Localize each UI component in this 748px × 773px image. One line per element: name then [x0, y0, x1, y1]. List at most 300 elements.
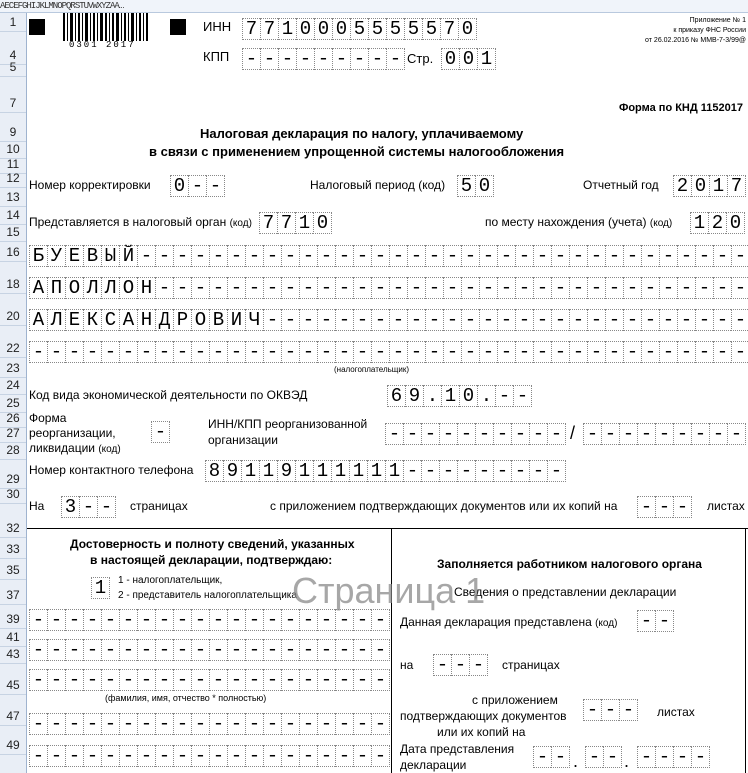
char-cell: Ы — [101, 245, 119, 267]
char-cell: - — [673, 423, 691, 445]
okved-label: Код вида экономической деятельности по ОКВЭД — [29, 388, 308, 402]
char-cell: - — [151, 421, 170, 443]
char-cell: - — [461, 341, 479, 363]
char-cell: - — [47, 713, 65, 735]
char-cell: 1 — [367, 460, 385, 482]
char-cell: - — [263, 713, 281, 735]
char-cell: - — [731, 277, 748, 299]
char-cell: - — [479, 341, 497, 363]
char-cell: - — [65, 341, 83, 363]
char-cell: - — [101, 669, 119, 691]
char-cell: - — [713, 341, 731, 363]
row-number[interactable]: 24 — [6, 378, 20, 392]
char-cell: 0 — [459, 48, 477, 70]
office-date-year[interactable] — [637, 746, 710, 768]
char-cell: - — [299, 745, 317, 767]
char-cell: - — [497, 245, 515, 267]
row-number[interactable]: 47 — [6, 709, 20, 723]
page-number-cells[interactable] — [441, 48, 496, 70]
office-date-1: Дата представления — [400, 742, 515, 756]
char-cell: - — [227, 713, 245, 735]
char-cell: 1 — [241, 460, 259, 482]
char-cell: - — [137, 639, 155, 661]
char-cell: - — [317, 277, 335, 299]
char-cell: - — [281, 309, 299, 331]
char-cell: - — [263, 245, 281, 267]
char-cell: - — [677, 245, 695, 267]
fio-caption: (фамилия, имя, отчество * полностью) — [105, 693, 267, 703]
char-cell: 7 — [259, 212, 277, 234]
char-cell: - — [299, 277, 317, 299]
char-cell: - — [263, 277, 281, 299]
char-cell: - — [209, 745, 227, 767]
char-cell: 0 — [726, 212, 745, 234]
char-cell: - — [677, 277, 695, 299]
row-separator — [0, 558, 26, 559]
row-separator — [0, 579, 26, 580]
authority-label-text: Представляется в налоговый орган — [29, 215, 227, 229]
char-cell: 1 — [690, 212, 708, 234]
row-number[interactable]: 12 — [6, 171, 20, 185]
char-cell: 0 — [475, 175, 494, 197]
barcode-number: 0301 2017 — [69, 40, 136, 50]
page-watermark: Страница 1 — [292, 570, 486, 611]
char-cell: - — [317, 309, 335, 331]
char-cell: - — [713, 277, 731, 299]
phone-cells[interactable] — [205, 460, 566, 482]
char-cell: - — [479, 309, 497, 331]
char-cell: - — [317, 341, 335, 363]
representative-line-1[interactable] — [29, 713, 390, 735]
char-cell: 1 — [295, 212, 313, 234]
char-cell: О — [191, 309, 209, 331]
char-cell: - — [371, 669, 390, 691]
phone-label: Номер контактного телефона — [29, 463, 194, 477]
char-cell: - — [263, 669, 281, 691]
row-separator — [0, 604, 26, 605]
year-label: Отчетный год — [583, 178, 659, 192]
row-separator — [0, 293, 26, 294]
char-cell: - — [83, 669, 101, 691]
char-cell: - — [457, 460, 475, 482]
corner-marker-right — [170, 19, 186, 35]
char-cell: - — [569, 341, 587, 363]
char-cell: - — [353, 245, 371, 267]
char-cell: - — [83, 341, 101, 363]
period-cells[interactable] — [457, 175, 494, 197]
char-cell: - — [227, 245, 245, 267]
char-cell: - — [173, 245, 191, 267]
row-number[interactable]: 32 — [6, 521, 20, 535]
char-cell: - — [281, 609, 299, 631]
reorg-label-1: Форма — [29, 411, 67, 425]
char-cell: - — [695, 245, 713, 267]
char-cell: - — [425, 309, 443, 331]
signer-fio-line-2[interactable] — [29, 639, 390, 661]
row-number[interactable]: 39 — [6, 612, 20, 626]
office-on-label: на — [400, 658, 414, 672]
char-cell: - — [155, 713, 173, 735]
row-separator — [0, 754, 26, 755]
pages-suffix: страницах — [130, 499, 188, 513]
char-cell: - — [245, 341, 263, 363]
char-cell: 1 — [385, 460, 403, 482]
page-label: Стр. — [407, 51, 434, 66]
char-cell: - — [281, 745, 299, 767]
char-cell: Д — [155, 309, 173, 331]
office-sheets-label: листах — [657, 705, 695, 719]
char-cell: - — [191, 245, 209, 267]
char-cell: 2 — [708, 212, 726, 234]
date-dot-1: . — [573, 751, 579, 771]
char-cell: - — [407, 309, 425, 331]
char-cell: - — [475, 460, 493, 482]
row-separator — [0, 187, 26, 188]
row-number[interactable]: 37 — [6, 588, 20, 602]
char-cell: - — [389, 341, 407, 363]
char-cell: - — [407, 277, 425, 299]
row-separator — [0, 112, 26, 113]
char-cell: - — [263, 639, 281, 661]
char-cell: 5 — [404, 18, 422, 40]
char-cell: - — [47, 609, 65, 631]
row-number[interactable]: 45 — [6, 678, 20, 692]
char-cell: - — [605, 277, 623, 299]
char-cell: - — [65, 609, 83, 631]
char-cell: - — [281, 639, 299, 661]
char-cell: - — [317, 245, 335, 267]
char-cell: - — [65, 713, 83, 735]
char-cell: - — [371, 277, 389, 299]
char-cell: - — [371, 245, 389, 267]
char-cell: - — [281, 341, 299, 363]
char-cell: А — [119, 309, 137, 331]
char-cell: - — [727, 423, 746, 445]
char-cell: 1 — [441, 385, 459, 407]
authority-cells[interactable] — [259, 212, 332, 234]
row-number[interactable]: 5 — [9, 60, 17, 74]
char-cell: - — [155, 639, 173, 661]
row-number[interactable]: 25 — [6, 396, 20, 410]
reorg-label-3-text: ликвидации — [29, 441, 95, 455]
char-cell: - — [173, 745, 191, 767]
char-cell: - — [263, 309, 281, 331]
submitted-cells[interactable] — [637, 610, 674, 632]
patronymic-cells[interactable] — [29, 309, 748, 331]
char-cell: 9 — [223, 460, 241, 482]
row-number[interactable]: 16 — [6, 245, 20, 259]
name-cells[interactable] — [29, 277, 748, 299]
date-dot-2: . — [624, 751, 630, 771]
char-cell: - — [260, 48, 278, 70]
office-attach-1: с приложением — [472, 693, 558, 707]
char-cell: - — [515, 245, 533, 267]
char-cell: - — [547, 423, 566, 445]
extra-name-cells[interactable] — [29, 341, 748, 363]
row-number[interactable]: 14 — [6, 208, 20, 222]
row-number[interactable]: 33 — [6, 542, 20, 556]
reorg-inn-cells[interactable] — [385, 423, 566, 445]
char-cell: 1 — [278, 18, 296, 40]
char-cell: - — [335, 609, 353, 631]
char-cell: . — [477, 385, 495, 407]
year-cells[interactable] — [673, 175, 746, 197]
pages-prefix: На — [29, 499, 45, 513]
char-cell: - — [583, 699, 601, 721]
signer-option-2: 2 - представитель налогоплательщика — [118, 590, 297, 601]
office-date-day[interactable] — [533, 746, 570, 768]
char-cell: - — [335, 341, 353, 363]
row-number[interactable]: 4 — [9, 48, 17, 62]
char-cell: - — [191, 669, 209, 691]
char-cell: - — [317, 745, 335, 767]
row-separator — [0, 663, 26, 664]
char-cell: - — [659, 341, 677, 363]
row-number[interactable]: 41 — [6, 630, 20, 644]
char-cell: - — [314, 48, 332, 70]
row-separator — [0, 241, 26, 242]
row-number[interactable]: 18 — [6, 277, 20, 291]
char-cell: - — [443, 341, 461, 363]
char-cell: - — [371, 609, 390, 631]
char-cell: 6 — [387, 385, 405, 407]
char-cell: - — [421, 423, 439, 445]
char-cell: - — [368, 48, 386, 70]
char-cell: - — [173, 277, 191, 299]
char-cell: - — [371, 639, 390, 661]
row-separator — [0, 206, 26, 207]
char-cell: - — [137, 609, 155, 631]
char-cell: - — [227, 609, 245, 631]
title-line-1: Налоговая декларация по налогу, уплачиваемому — [200, 126, 524, 141]
row-number[interactable]: 23 — [6, 361, 20, 375]
char-cell: - — [695, 341, 713, 363]
attach-label: с приложением подтверждающих документов или их копий на — [270, 499, 618, 513]
appendix-line1: Приложение № 1 — [689, 17, 746, 24]
row-number[interactable]: 27 — [6, 426, 20, 440]
location-cells[interactable] — [690, 212, 745, 234]
char-cell: - — [551, 309, 569, 331]
char-cell: - — [155, 245, 173, 267]
char-cell: - — [587, 277, 605, 299]
section-divider — [27, 528, 748, 529]
signer-cells[interactable] — [91, 577, 110, 599]
char-cell: 1 — [313, 460, 331, 482]
char-cell: - — [655, 746, 673, 768]
char-cell: - — [371, 309, 389, 331]
reorg-kpp-cells[interactable] — [583, 423, 746, 445]
char-cell: - — [547, 460, 566, 482]
char-cell: - — [155, 277, 173, 299]
correction-cells[interactable] — [170, 175, 225, 197]
surname-cells[interactable] — [29, 245, 748, 267]
char-cell: Н — [137, 277, 155, 299]
char-cell: 7 — [260, 18, 278, 40]
char-cell: 1 — [477, 48, 496, 70]
char-cell: - — [641, 309, 659, 331]
row-number[interactable]: 20 — [6, 309, 20, 323]
char-cell: - — [407, 341, 425, 363]
office-sub: Сведения о представлении декларации — [454, 585, 677, 599]
row-header — [0, 13, 27, 773]
reorg-inn-label-2: организации — [208, 433, 278, 447]
inn-label: ИНН — [203, 19, 232, 34]
attach-cells[interactable] — [637, 496, 692, 518]
office-pages-cells[interactable] — [433, 654, 488, 676]
char-cell: - — [371, 713, 390, 735]
char-cell: - — [47, 669, 65, 691]
char-cell: - — [497, 309, 515, 331]
char-cell: - — [317, 713, 335, 735]
char-cell: - — [317, 609, 335, 631]
row-number[interactable]: 10 — [6, 142, 20, 156]
char-cell: - — [263, 745, 281, 767]
inn-cells[interactable] — [242, 18, 477, 40]
char-cell: - — [533, 309, 551, 331]
row-separator — [0, 725, 26, 726]
char-cell: Е — [65, 309, 83, 331]
char-cell: - — [119, 341, 137, 363]
char-cell: - — [101, 745, 119, 767]
char-cell: - — [299, 609, 317, 631]
office-date-month[interactable] — [585, 746, 622, 768]
char-cell: - — [299, 639, 317, 661]
signer-option-1: 1 - налогоплательщик, — [118, 575, 223, 586]
row-number[interactable]: 29 — [6, 472, 20, 486]
char-cell: - — [641, 341, 659, 363]
char-cell: - — [317, 639, 335, 661]
char-cell: - — [603, 746, 622, 768]
appendix-line2: к приказу ФНС России — [673, 27, 746, 34]
char-cell: - — [245, 609, 263, 631]
char-cell: - — [587, 245, 605, 267]
pages-cells[interactable] — [61, 496, 116, 518]
office-attach-2: подтверждающих документов — [400, 709, 567, 723]
char-cell: - — [583, 423, 601, 445]
row-number[interactable]: 49 — [6, 738, 20, 752]
char-cell: - — [173, 341, 191, 363]
char-cell: - — [299, 669, 317, 691]
kpp-cells[interactable] — [242, 48, 405, 70]
char-cell: - — [601, 699, 619, 721]
char-cell: - — [659, 277, 677, 299]
signer-fio-line-3[interactable] — [29, 669, 390, 691]
row-number[interactable]: 9 — [9, 125, 17, 139]
char-cell: - — [443, 309, 461, 331]
char-cell: - — [299, 245, 317, 267]
char-cell: - — [155, 669, 173, 691]
char-cell: - — [65, 639, 83, 661]
char-cell: - — [83, 745, 101, 767]
char-cell: - — [137, 341, 155, 363]
char-cell: - — [299, 713, 317, 735]
row-number[interactable]: 11 — [6, 157, 20, 171]
char-cell: - — [191, 277, 209, 299]
representative-line-2[interactable] — [29, 745, 390, 767]
reorg-slash: / — [570, 423, 576, 443]
char-cell: - — [353, 669, 371, 691]
office-date-2: декларации — [400, 758, 467, 772]
char-cell: - — [461, 277, 479, 299]
char-cell: - — [353, 609, 371, 631]
char-cell: - — [263, 609, 281, 631]
char-cell: - — [731, 245, 748, 267]
char-cell: 9 — [277, 460, 295, 482]
char-cell: - — [209, 609, 227, 631]
char-cell: - — [335, 745, 353, 767]
office-sheets-cells[interactable] — [583, 699, 638, 721]
char-cell: - — [317, 669, 335, 691]
char-cell: - — [29, 713, 47, 735]
row-number[interactable]: 35 — [6, 563, 20, 577]
panel-divider — [391, 528, 392, 773]
char-cell: В — [83, 245, 101, 267]
char-cell: - — [299, 309, 317, 331]
char-cell: 1 — [349, 460, 367, 482]
char-cell: - — [119, 609, 137, 631]
row-separator — [0, 325, 26, 326]
row-number[interactable]: 30 — [6, 487, 20, 501]
char-cell: П — [47, 277, 65, 299]
row-number[interactable]: 1 — [9, 15, 17, 29]
char-cell: - — [655, 610, 674, 632]
char-cell: - — [637, 610, 655, 632]
appendix-line3: от 26.02.2016 № ММВ-7-3/99@ — [645, 37, 746, 44]
char-cell: - — [245, 745, 263, 767]
reorg-cells[interactable] — [151, 421, 170, 443]
row-number[interactable]: 43 — [6, 647, 20, 661]
char-cell: - — [673, 746, 691, 768]
char-cell: - — [713, 245, 731, 267]
char-cell: Е — [65, 245, 83, 267]
char-cell: - — [191, 639, 209, 661]
okved-cells[interactable] — [387, 385, 532, 407]
row-separator — [0, 394, 26, 395]
reorg-inn-label-1: ИНН/КПП реорганизованной — [208, 417, 368, 431]
attach-suffix: листах — [707, 499, 745, 513]
char-cell: - — [605, 245, 623, 267]
char-cell: О — [65, 277, 83, 299]
row-number[interactable]: 26 — [6, 411, 20, 425]
char-cell: - — [493, 423, 511, 445]
char-cell: - — [451, 654, 469, 676]
char-cell: - — [353, 341, 371, 363]
row-separator — [0, 357, 26, 358]
char-cell: 0 — [313, 212, 332, 234]
char-cell: - — [421, 460, 439, 482]
row-number[interactable]: 15 — [6, 225, 20, 239]
char-cell: - — [353, 713, 371, 735]
char-cell: - — [281, 245, 299, 267]
form-code: Форма по КНД 1152017 — [618, 102, 743, 114]
row-separator — [0, 261, 26, 262]
char-cell: - — [659, 309, 677, 331]
row-number[interactable]: 22 — [6, 341, 20, 355]
char-cell: - — [227, 277, 245, 299]
char-cell: - — [245, 277, 263, 299]
char-cell: - — [227, 639, 245, 661]
row-number[interactable]: 28 — [6, 443, 20, 457]
char-cell: - — [119, 713, 137, 735]
char-cell: 7 — [242, 18, 260, 40]
char-cell: 9 — [405, 385, 423, 407]
barcode — [63, 13, 151, 51]
submitted-label-text: Данная декларация представлена — [400, 615, 592, 629]
char-cell: - — [569, 309, 587, 331]
signer-fio-line-1[interactable] — [29, 609, 390, 631]
row-number[interactable]: 7 — [9, 96, 17, 110]
row-number[interactable]: 13 — [6, 190, 20, 204]
